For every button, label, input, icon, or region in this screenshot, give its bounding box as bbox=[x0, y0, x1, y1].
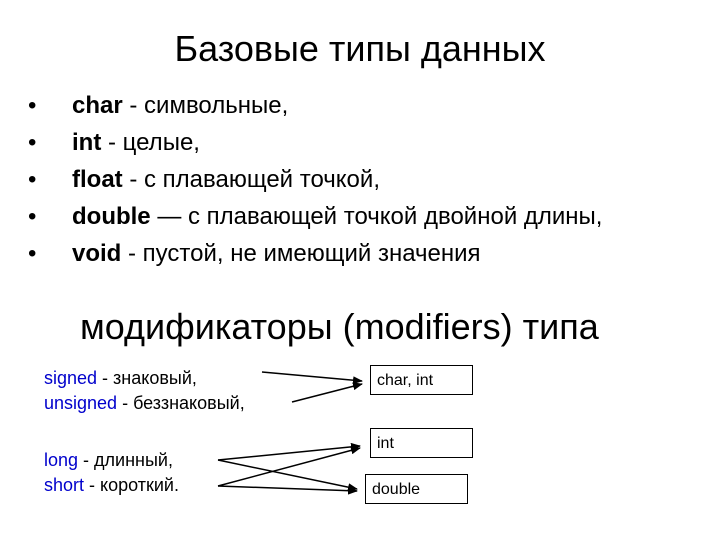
modifier-description: - беззнаковый, bbox=[117, 393, 245, 413]
type-keyword: double bbox=[72, 203, 151, 230]
modifier-description: - короткий. bbox=[84, 475, 179, 495]
arrow-unsigned-to-char-int bbox=[292, 384, 362, 402]
modifier-keyword: unsigned bbox=[44, 393, 118, 413]
type-description: — с плавающей точкой двойной длины, bbox=[150, 203, 603, 230]
modifier-description: - длинный, bbox=[78, 450, 173, 470]
type-description: - целые, bbox=[101, 129, 200, 156]
type-keyword: char bbox=[72, 92, 123, 119]
modifier-keyword: signed bbox=[44, 368, 98, 388]
arrow-signed-to-char-int bbox=[262, 372, 362, 381]
modifiers-heading: модификаторы (modifiers) типа bbox=[80, 306, 599, 347]
type-keyword: int bbox=[72, 129, 102, 156]
modifier-keyword: long bbox=[44, 450, 79, 470]
modifier-keyword: short bbox=[44, 475, 85, 495]
bullet-icon: • bbox=[28, 129, 37, 156]
target-box-double: double bbox=[365, 474, 468, 504]
target-box-char-int: char, int bbox=[370, 365, 473, 395]
bullet-icon: • bbox=[28, 240, 37, 267]
type-keyword: float bbox=[72, 166, 123, 193]
type-keyword: void bbox=[72, 240, 122, 267]
type-description: - пустой, не имеющий значения bbox=[121, 240, 481, 267]
target-box-int: int bbox=[370, 428, 473, 458]
arrow-long-to-double bbox=[218, 460, 357, 489]
arrow-short-to-double bbox=[218, 486, 357, 491]
bullet-icon: • bbox=[28, 203, 37, 230]
modifier-description: - знаковый, bbox=[97, 368, 197, 388]
slide-title: Базовые типы данных bbox=[174, 28, 546, 69]
type-description: - символьные, bbox=[122, 92, 289, 119]
type-description: - с плавающей точкой, bbox=[122, 166, 380, 193]
bullet-icon: • bbox=[28, 166, 37, 193]
bullet-icon: • bbox=[28, 92, 37, 119]
